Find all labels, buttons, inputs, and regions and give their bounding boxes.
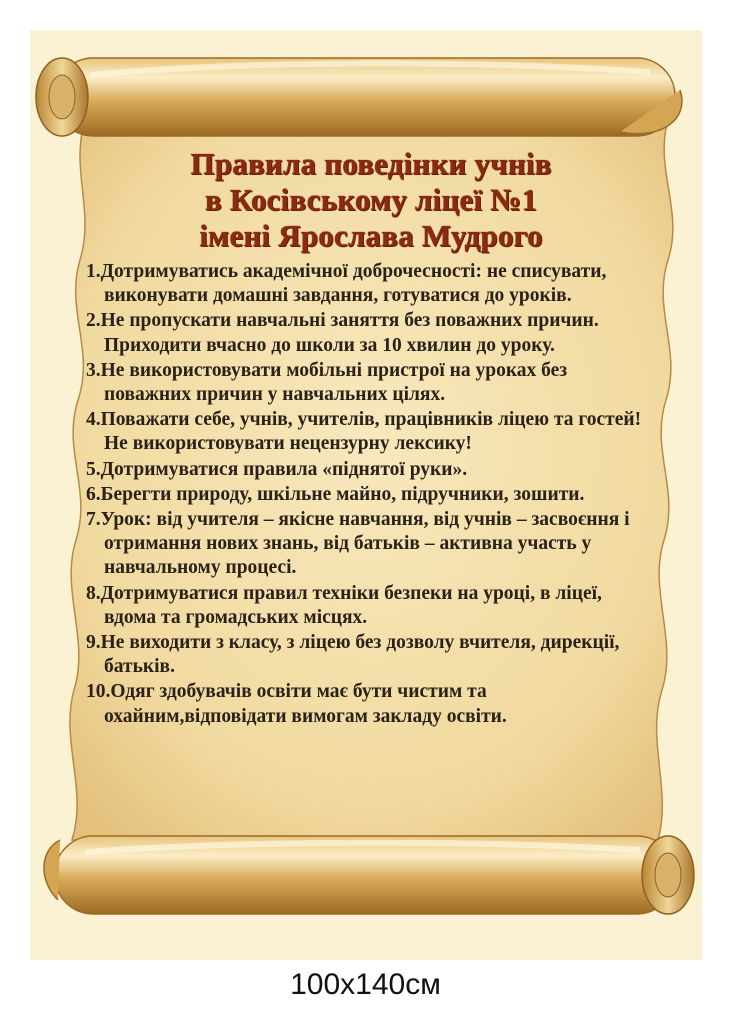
rule-number: 4.	[86, 409, 101, 431]
rule-text: Не використовувати мобільні пристрої на уроках без поважних причин у навчальних цілях.	[100, 359, 568, 406]
rule-number: 6.	[86, 483, 101, 505]
rule-number: 5.	[86, 458, 101, 480]
rule-item	[86, 680, 656, 728]
rule-number: 8.	[86, 582, 101, 604]
rule-text: Дотримуватися правил техніки безпеки на уроці, в ліцеї, вдома та громадських місцях.	[100, 582, 602, 628]
rule-number: 7.	[86, 509, 101, 531]
rule-item	[86, 631, 656, 679]
rule-item	[86, 408, 656, 456]
rule-text: Не виходити з класу, з ліцею без дозволу вчителя, дирекції, батьків.	[100, 632, 620, 678]
poster-title	[86, 146, 656, 254]
rule-text: Дотримуватись академічної доброчесності: не списувати, виконувати домашні завдання, готуватися до уроків.	[100, 261, 607, 307]
title-line: в Косівському ліцеї №1	[204, 182, 538, 217]
rule-number: 2.	[86, 310, 101, 332]
rule-text: Поважати себе, учнів, учителів, працівників ліцею та гостей! Не використовувати нецензурну лексику!	[100, 409, 642, 455]
rule-number: 3.	[86, 359, 101, 381]
rules-list	[86, 260, 656, 729]
rule-item	[86, 582, 656, 630]
rule-item	[86, 483, 656, 507]
rule-text: Урок: від учителя – якісне навчання, від учнів – засвоєння і отримання нових знань, від батьків – активна участь у навчальному процесі.	[100, 509, 630, 579]
rule-text: Одяг здобувачів освіти має бути чистим та охайним,відповідати вимогам закладу освіти.	[104, 681, 507, 727]
rule-item	[86, 359, 656, 407]
top-roll	[36, 58, 682, 136]
rule-number: 1.	[86, 261, 101, 282]
poster-content	[86, 146, 656, 730]
rule-text: Дотримуватися правила «піднятої руки».	[100, 458, 468, 480]
rule-item	[86, 458, 656, 482]
title-line: імені Ярослава Мудрого	[199, 218, 543, 253]
rule-text: Не пропускати навчальні заняття без поважних причин. Приходити вчасно до школи за 10 хвилин до уроку.	[100, 310, 599, 356]
title-line: Правила поведінки учнів	[190, 146, 552, 181]
rule-number: 9.	[86, 632, 101, 654]
rule-item	[86, 309, 656, 357]
size-label: 100x140см	[290, 968, 441, 1001]
rule-item	[86, 508, 656, 581]
bottom-roll	[44, 836, 694, 914]
rule-number: 10.	[86, 681, 111, 703]
rule-item	[86, 260, 656, 308]
rule-text: Берегти природу, шкільне майно, підручники, зошити.	[100, 483, 585, 505]
